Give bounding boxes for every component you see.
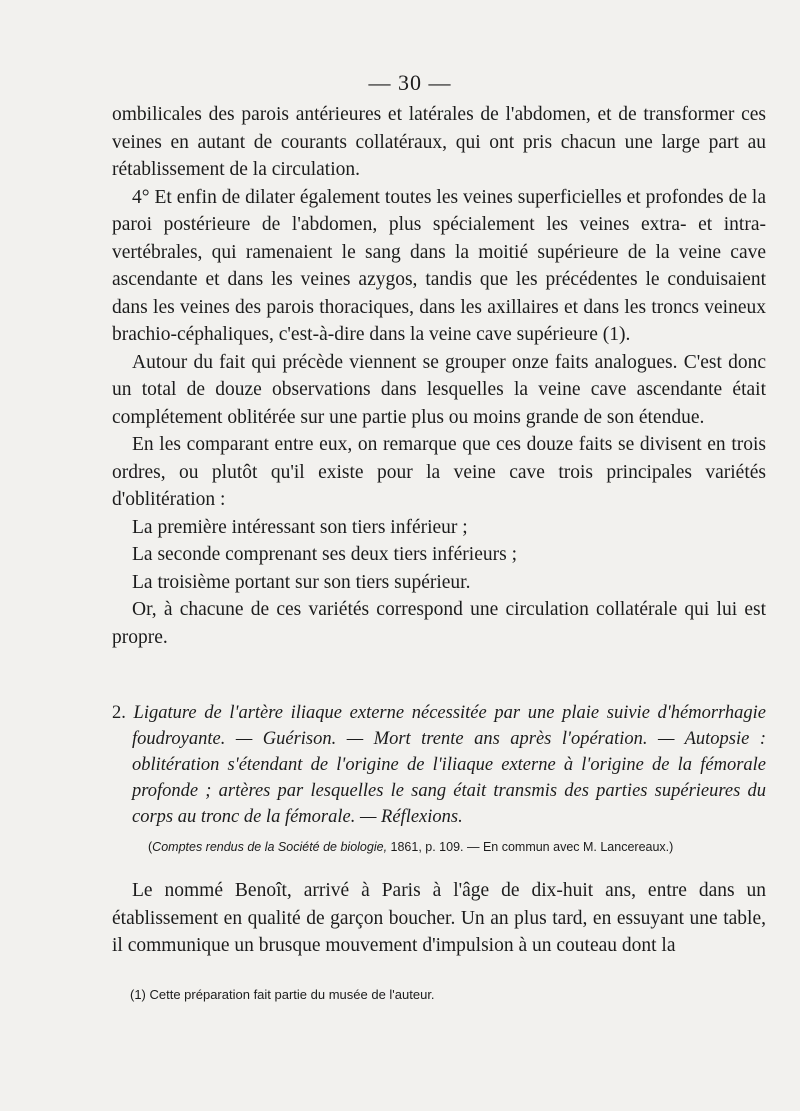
observation-number: 2. xyxy=(112,703,126,723)
observation-heading: Ligature de l'artère iliaque externe nécessitée par une plaie suivie d'hémorrhagie foudroyante. — Guérison. — Mort trente ans après l'opération. — Autopsie : oblitération s'étendant de l'origine de l'iliaque externe à l'origine de la fémorale profonde ; artères par lesquelles le sang était transmis des parties supérieures du corps au tronc de la fémorale. — Réflexions. xyxy=(132,703,767,827)
variety-item: La seconde comprenant ses deux tiers inférieurs ; xyxy=(132,544,517,565)
paragraph: ombilicales des parois antérieures et latérales de l'abdomen, et de transformer ces veines en autant de courants collatéraux, qui ont pris chacun une large part au rétablissement de la circulation. xyxy=(112,104,766,180)
paragraph: Or, à chacune de ces variétés correspond une circulation collatérale qui lui est propre. xyxy=(112,599,766,648)
main-text xyxy=(112,101,766,651)
variety-item: La première intéressant son tiers inférieur ; xyxy=(132,516,468,538)
variety-item: La troisième portant sur son tiers supérieur. xyxy=(132,571,471,593)
source-details: 1861, p. 109. — En commun avec M. Lancereaux.) xyxy=(387,840,674,854)
page-number: — 30 — xyxy=(368,70,452,95)
case-text xyxy=(112,877,766,960)
paragraph: 4° Et enfin de dilater également toutes les veines superficielles et profondes de la paroi postérieure de l'abdomen, plus spécialement les veines extra- et intra-vertébrales, qui ramenaient le sang dans la moitié supérieure de la veine cave ascendante et dans les veines azygos, tandis que les précédentes le conduisaient dans les veines des parois thoraciques, dans les axillaires et dans les troncs veineux brachio-céphaliques, c'est-à-dire dans la veine cave supérieure (1). xyxy=(112,186,766,345)
footnote: (1) Cette préparation fait partie du musée de l'auteur. xyxy=(130,987,435,1002)
paragraph: Autour du fait qui précède viennent se grouper onze faits analogues. C'est donc un total de douze observations dans lesquelles la veine cave ascendante était complétement oblitérée sur une partie plus ou moins grande de son étendue. xyxy=(112,351,766,428)
observation-source: (Comptes rendus de la Société de biologie, 1861, p. 109. — En commun avec M. Lancereaux.) xyxy=(148,840,674,854)
paragraph: En les comparant entre eux, on remarque que ces douze faits se divisent en trois ordres, ou plutôt qu'il existe pour la veine cave trois principales variétés d'oblitération : xyxy=(112,434,766,510)
paragraph: Le nommé Benoît, arrivé à Paris à l'âge de dix-huit ans, entre dans un établissement en qualité de garçon boucher. Un an plus tard, en essuyant une table, il communique un brusque mouvement d'impulsion à un couteau dont la xyxy=(112,880,766,956)
observation-block xyxy=(112,700,766,856)
source-journal: Comptes rendus de la Société de biologie, xyxy=(152,840,388,854)
observation-title xyxy=(112,700,766,830)
